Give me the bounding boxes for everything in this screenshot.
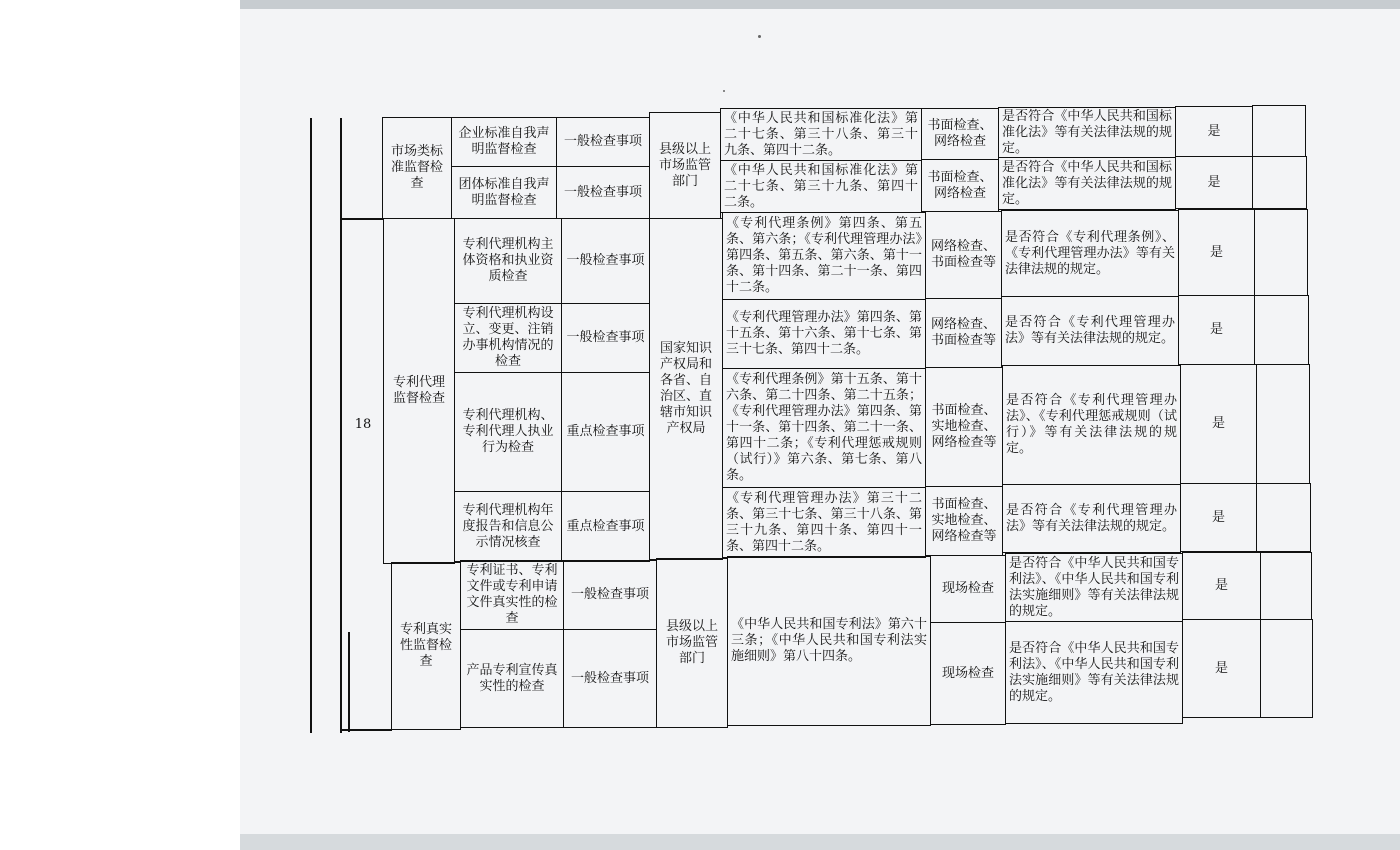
category-cell: 专利真实性监督检查 [391,562,461,730]
method-cell: 网络检查、书面检查等 [925,298,1002,368]
flag-cell: 是 [1182,619,1261,718]
remark-cell [1256,364,1310,484]
type-cell: 一般检查事项 [561,303,650,373]
left-margin [0,0,240,850]
type-cell: 一般检查事项 [563,629,657,728]
type-cell: 重点检查事项 [561,491,650,562]
row-number: 18 [354,417,372,432]
content-cell: 是否符合《专利代理管理办法》等有关法律法规的规定。 [1002,484,1181,553]
flag-cell: 是 [1178,295,1255,365]
basis-cell: 《专利代理管理办法》第四条、第十五条、第十六条、第十七条、第三十七条、第四十二条。 [722,299,926,369]
item-cell: 专利代理机构主体资格和执业资质检查 [454,218,562,304]
type-cell: 一般检查事项 [561,218,650,304]
basis-cell: 《专利代理条例》第四条、第五条、第六条；《专利代理管理办法》第四条、第五条、第六条、第十一条、第十四条、第二十一条、第四十二条。 [722,212,926,300]
remark-cell [1260,619,1313,718]
item-cell: 产品专利宣传真实性的检查 [460,629,564,728]
basis-cell: 《中华人民共和国标准化法》第二十七条、第三十八条、第三十九条、第四十二条。 [720,108,922,161]
item-cell: 专利代理机构年度报告和信息公示情况核查 [454,491,562,562]
remark-cell [1254,209,1308,296]
basis-cell: 《中华人民共和国专利法》第六十三条；《中华人民共和国专利法实施细则》第八十四条。 [727,556,931,726]
type-cell: 一般检查事项 [556,117,650,167]
method-cell: 书面检查、网络检查 [921,108,999,160]
row-divider [348,632,350,732]
item-cell: 企业标准自我声明监督检查 [451,117,557,167]
method-cell: 现场检查 [930,555,1006,623]
content-cell: 是否符合《中华人民共和国专利法》、《中华人民共和国专利法实施细则》等有关法律法规的规定。 [1005,621,1183,724]
category-cell: 市场类标准监督检查 [382,117,452,219]
scan-top-edge [240,0,1400,9]
dept-cell: 县级以上市场监管部门 [656,558,728,728]
type-cell: 重点检查事项 [561,372,650,492]
scan-speck [758,35,761,38]
item-cell: 专利代理机构、专利代理人执业行为检查 [454,372,562,492]
method-cell: 现场检查 [930,622,1006,725]
flag-cell: 是 [1180,483,1257,552]
content-cell: 是否符合《中华人民共和国标准化法》等有关法律法规的规定。 [998,107,1176,158]
scan-speck [723,90,725,92]
table-left-rule [310,118,312,733]
type-cell: 一般检查事项 [556,166,650,219]
scan-bottom-edge [240,834,1400,850]
dept-cell: 县级以上市场监管部门 [649,112,721,219]
content-cell: 是否符合《专利代理管理办法》等有关法律法规的规定。 [1001,296,1179,366]
method-cell: 网络检查、书面检查等 [925,211,1002,299]
flag-cell: 是 [1180,364,1257,484]
item-cell: 专利证书、专利文件或专利申请文件真实性的检查 [460,560,564,630]
remark-cell [1260,552,1312,620]
content-cell: 是否符合《中华人民共和国标准化法》等有关法律法规的规定。 [998,157,1176,210]
flag-cell: 是 [1175,106,1253,157]
item-cell: 专利代理机构设立、变更、注销办事机构情况的检查 [454,303,562,373]
flag-cell: 是 [1175,156,1253,209]
flag-cell: 是 [1178,209,1255,296]
content-cell: 是否符合《专利代理条例》、《专利代理管理办法》等有关法律法规的规定。 [1001,210,1179,297]
basis-cell: 《专利代理管理办法》第三十二条、第三十七条、第三十八条、第三十九条、第四十条、第四十一条、第四十二条。 [722,487,926,558]
type-cell: 一般检查事项 [563,560,657,630]
content-cell: 是否符合《中华人民共和国专利法》、《中华人民共和国专利法实施细则》等有关法律法规的规定。 [1005,553,1183,622]
remark-cell [1252,105,1306,157]
content-cell: 是否符合《专利代理管理办法》、《专利代理惩戒规则（试行）》等有关法律法规的规定。 [1002,365,1181,485]
method-cell: 书面检查、网络检查 [921,159,999,212]
basis-cell: 《中华人民共和国标准化法》第二十七条、第三十九条、第四十二条。 [720,160,922,213]
table-bottom-rule [340,729,392,731]
flag-cell: 是 [1182,552,1261,620]
item-cell: 团体标准自我声明监督检查 [451,166,557,219]
remark-cell [1256,483,1311,552]
method-cell: 书面检查、实地检查、网络检查等 [925,367,1003,487]
dept-cell: 国家知识产权局和各省、自治区、直辖市知识产权局 [649,218,723,560]
remark-cell [1254,295,1309,365]
basis-cell: 《专利代理条例》第十五条、第十六条、第二十四条、第二十五条；《专利代理管理办法》第四条、第十一条、第十四条、第二十一条、第四十二条；《专利代理惩戒规则（试行）》第六条、第七条、第八条。 [722,368,926,488]
method-cell: 书面检查、实地检查、网络检查等 [925,486,1003,556]
category-cell: 专利代理监督检查 [383,218,455,564]
remark-cell [1252,156,1307,209]
